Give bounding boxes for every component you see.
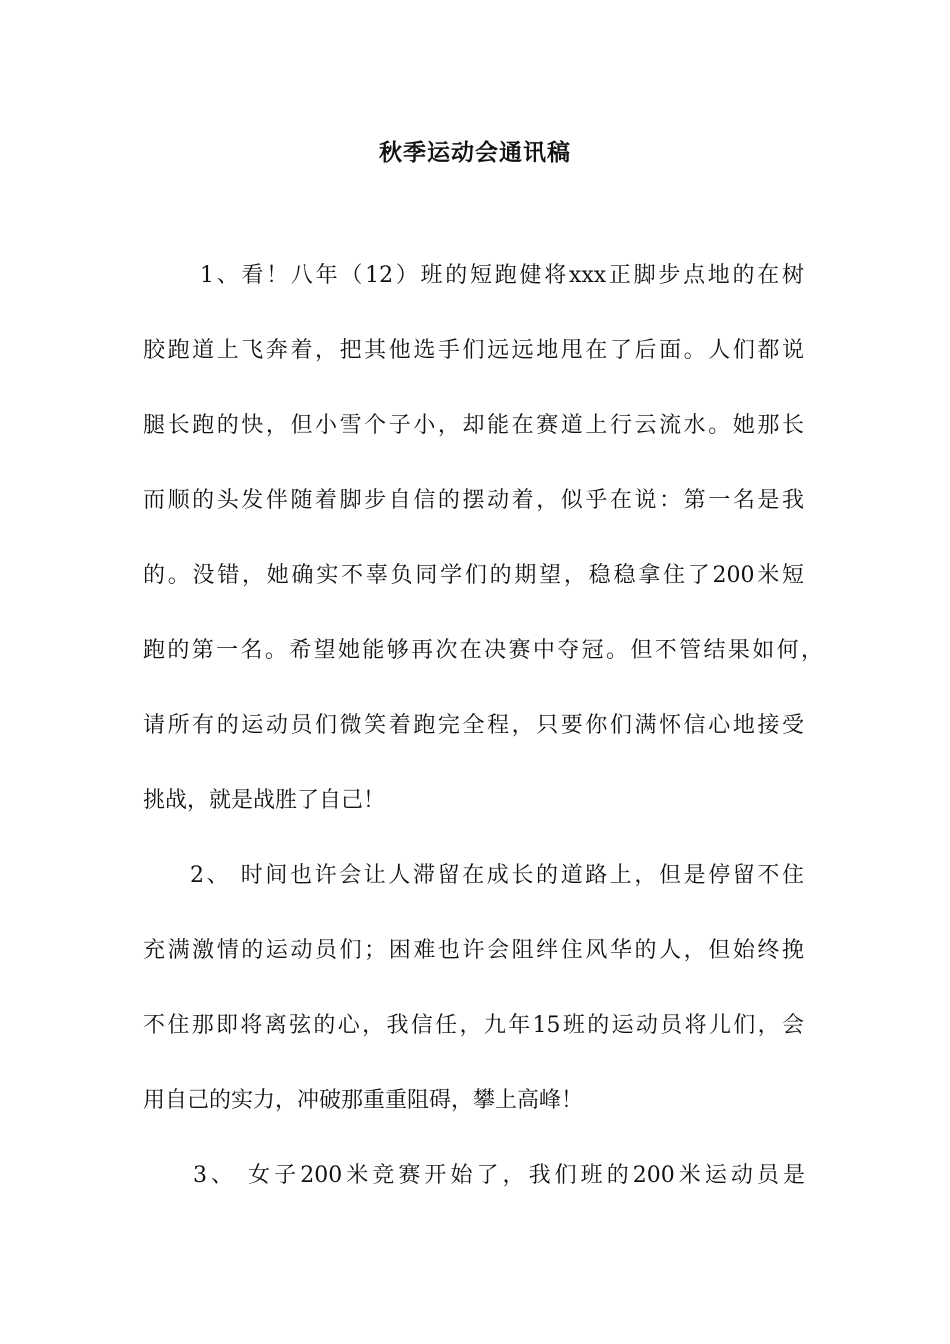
text-line-11: 不住那即将离弦的心，我信任，九年15班的运动员将儿们，会	[143, 1013, 804, 1038]
text-line-2: 胶跑道上飞奔着，把其他选手们远远地甩在了后面。人们都说	[143, 338, 804, 363]
text-line-7: 请所有的运动员们微笑着跑完全程，只要你们满怀信心地接受	[143, 713, 804, 738]
text-line-5: 的。没错，她确实不辜负同学们的期望，稳稳拿住了200米短	[143, 563, 804, 588]
text-line-13: 3、 女子200米竞赛开始了，我们班的200米运动员是	[193, 1163, 805, 1188]
text-line-10: 充满激情的运动员们；困难也许会阻绊住风华的人，但始终挽	[143, 938, 804, 963]
document-title: 秋季运动会通讯稿	[379, 140, 571, 166]
text-line-4: 而顺的头发伴随着脚步自信的摆动着，似乎在说：第一名是我	[143, 488, 804, 513]
text-line-1: 1、看！八年（12）班的短跑健将xxx正脚步点地的在树	[200, 263, 804, 288]
text-line-12: 用自己的实力，冲破那重重阻碍，攀上高峰！	[143, 1088, 584, 1113]
text-line-8: 挑战，就是战胜了自己！	[143, 788, 386, 813]
text-line-3: 腿长跑的快，但小雪个子小，却能在赛道上行云流水。她那长	[143, 413, 804, 438]
text-line-9: 2、 时间也许会让人滞留在成长的道路上，但是停留不住	[190, 863, 804, 888]
text-line-6: 跑的第一名。希望她能够再次在决赛中夺冠。但不管结果如何，	[143, 638, 823, 663]
